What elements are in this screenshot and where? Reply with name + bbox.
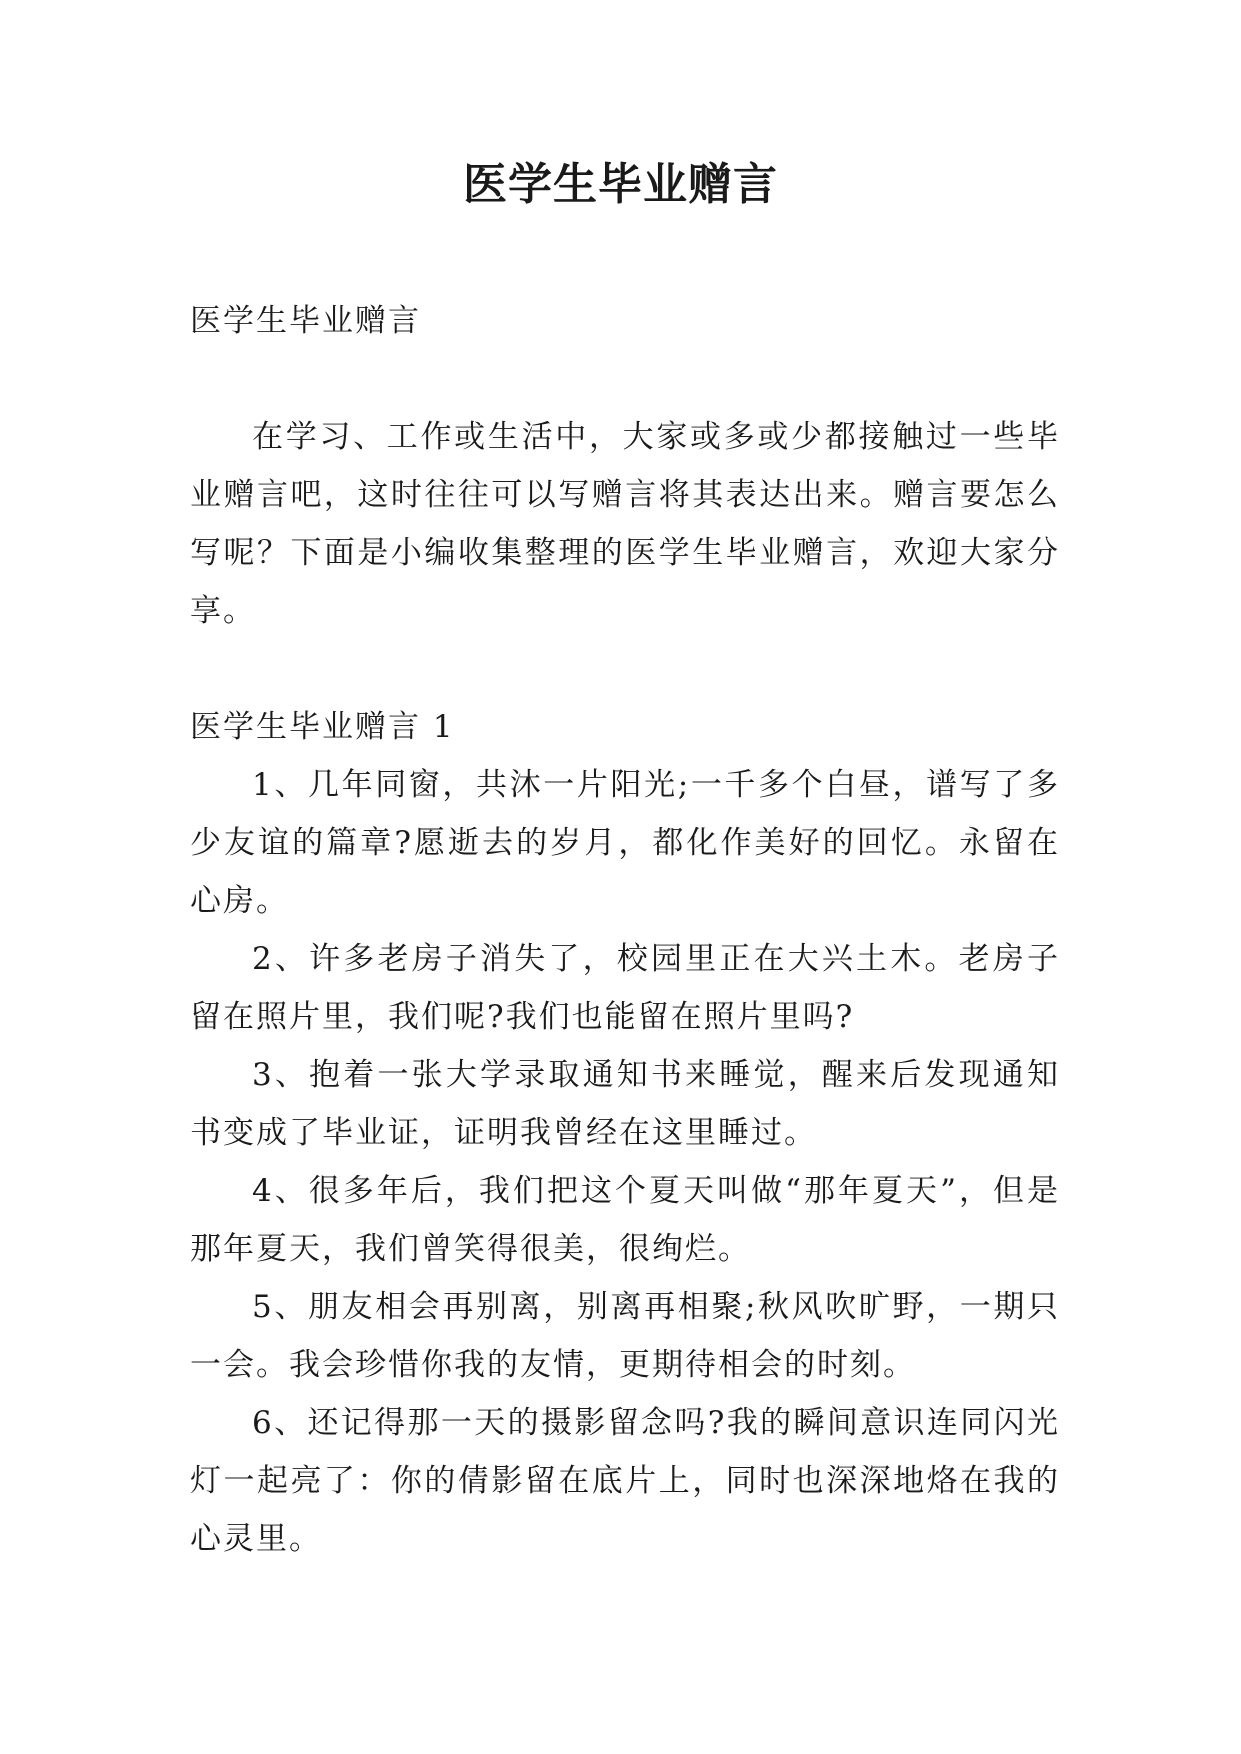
list-item: 2、许多老房子消失了，校园里正在大兴土木。老房子留在照片里，我们呢?我们也能留在照片里吗? <box>190 941 1060 1035</box>
intro-paragraph: 在学习、工作或生活中，大家或多或少都接触过一些毕业赠言吧，这时往往可以写赠言将其表达出来。赠言要怎么写呢？下面是小编收集整理的医学生毕业赠言，欢迎大家分享。 <box>190 419 1060 629</box>
document-title: 医学生毕业赠言 <box>463 159 778 210</box>
list-item: 1、几年同窗，共沐一片阳光;一千多个白昼，谱写了多少友谊的篇章?愿逝去的岁月，都化作美好的回忆。永留在心房。 <box>190 767 1060 919</box>
list-item: 6、还记得那一天的摄影留念吗?我的瞬间意识连同闪光灯一起亮了：你的倩影留在底片上，同时也深深地烙在我的心灵里。 <box>190 1405 1060 1557</box>
list-item: 4、很多年后，我们把这个夏天叫做“那年夏天”，但是那年夏天，我们曾笑得很美，很绚烂。 <box>190 1173 1060 1267</box>
section-heading: 医学生毕业赠言 1 <box>190 709 455 745</box>
document-subtitle: 医学生毕业赠言 <box>190 303 421 339</box>
list-item: 3、抱着一张大学录取通知书来睡觉，醒来后发现通知书变成了毕业证，证明我曾经在这里睡过。 <box>190 1057 1060 1151</box>
document-body <box>190 292 1060 1568</box>
list-item: 5、朋友相会再别离，别离再相聚;秋风吹旷野，一期只一会。我会珍惜你我的友情，更期待相会的时刻。 <box>190 1289 1060 1383</box>
